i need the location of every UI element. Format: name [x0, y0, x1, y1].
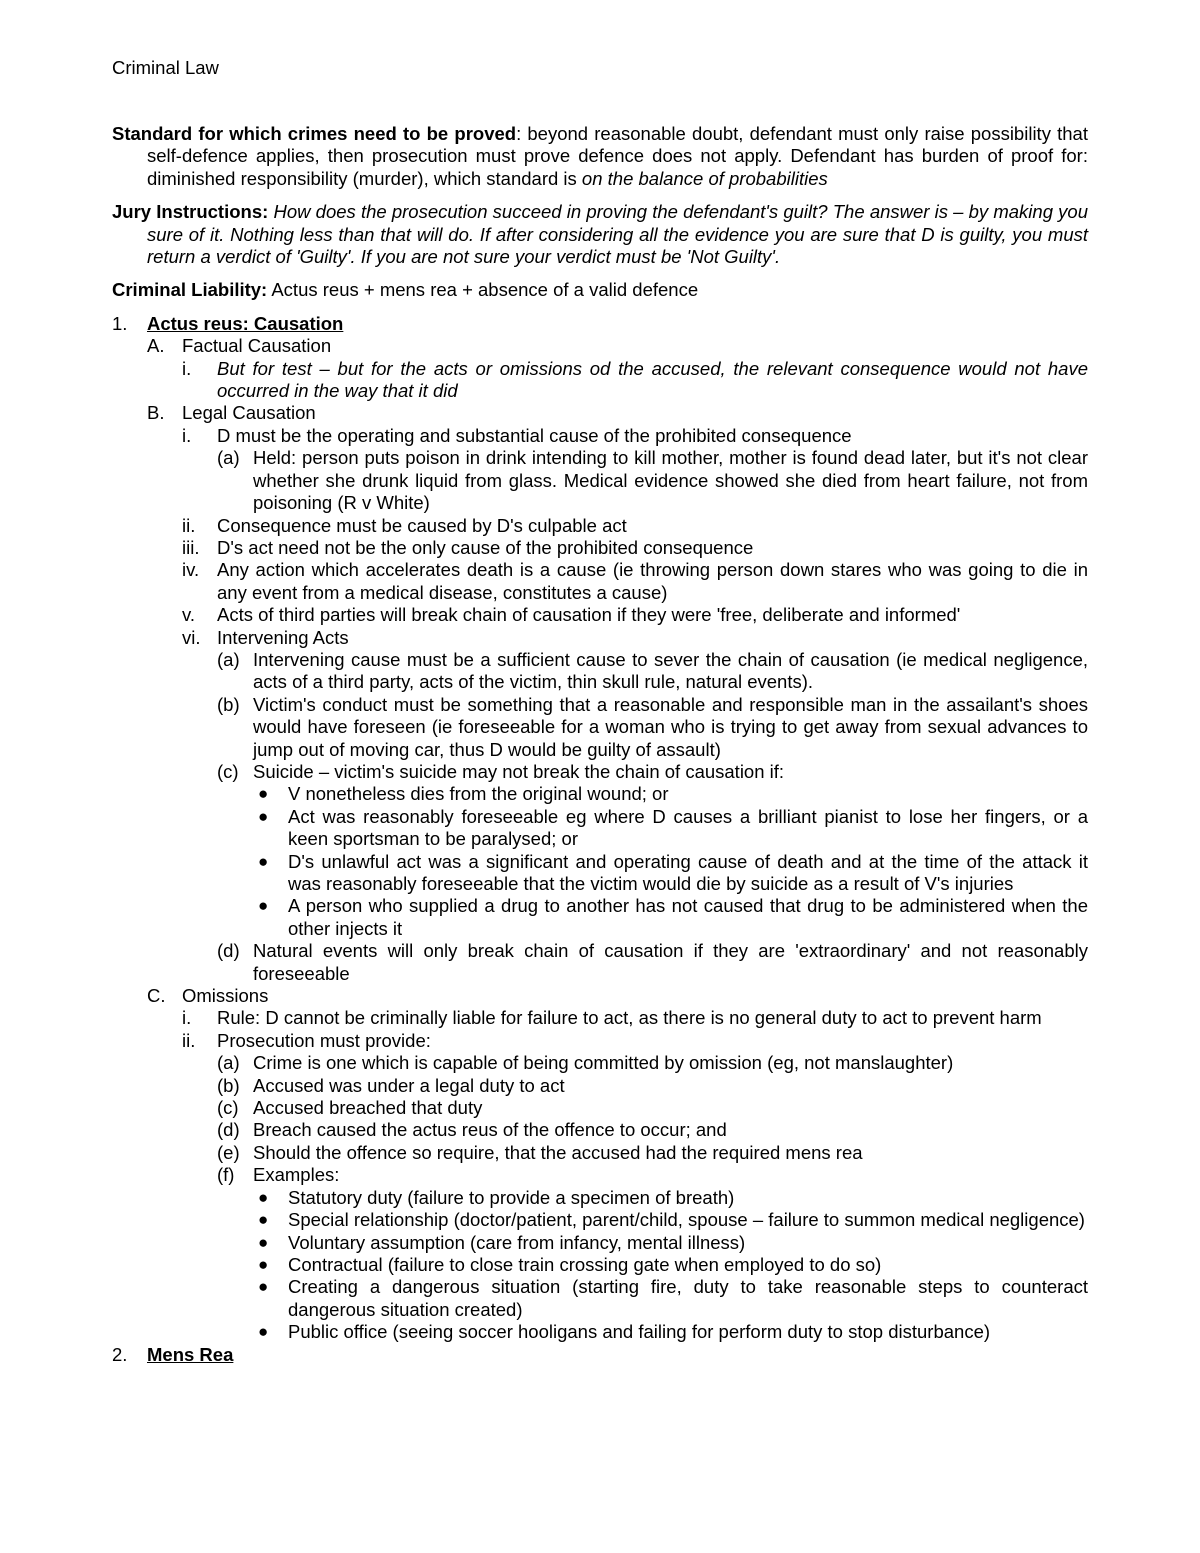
list-marker: (a)	[217, 1052, 240, 1074]
list-item	[112, 694, 1088, 761]
page-header: Criminal Law	[112, 57, 219, 78]
bullet-item-text: V nonetheless dies from the original wound; or	[288, 783, 669, 805]
bullet-item-text: Public office (seeing soccer hooligans and failing for perform duty to stop disturbance)	[288, 1321, 991, 1343]
bullet-item	[112, 1187, 1088, 1209]
list-marker: B.	[147, 402, 165, 424]
bullet-icon: ●	[258, 806, 269, 826]
list-item	[112, 1142, 1088, 1164]
bullet-icon: ●	[258, 896, 269, 916]
list-item-text: Accused was under a legal duty to act	[253, 1074, 565, 1096]
criminal-liability-label: Criminal Liability:	[112, 279, 268, 301]
list-marker: i.	[182, 1007, 192, 1029]
jury-instructions-text: How does the prosecution succeed in proving the defendant's guilt? The answer is – by making you sure of it. Nothing less than that will do. If after considering all the evidence you are sure that D is guilty, you must return a verdict of 'Guilty'. If you are not sure your verdict must be 'Not Guilty'.	[147, 201, 1089, 268]
section-title: Actus reus: Causation	[147, 312, 344, 334]
bullet-item-text: Statutory duty (failure to provide a specimen of breath)	[288, 1186, 735, 1208]
bullet-item-text: Voluntary assumption (care from infancy, mental illness)	[288, 1231, 746, 1253]
list-item-text: D's act need not be the only cause of the prohibited consequence	[217, 536, 754, 558]
list-item-text: Natural events will only break chain of causation if they are 'extraordinary' and not reasonably foreseeable	[253, 940, 1088, 984]
list-item	[112, 447, 1088, 514]
section-title: Mens Rea	[147, 1343, 234, 1365]
list-item-text: Victim's conduct must be something that a reasonable and responsible man in the assailant's shoes would have foreseen (ie foreseeable for a woman who is trying to get away from sexual advances to jump out of moving car, thus D would be guilty of assault)	[253, 693, 1088, 760]
bullet-item	[112, 806, 1088, 851]
bullet-item-text: Act was reasonably foreseeable eg where D causes a brilliant pianist to lose her fingers, or a keen sportsman to be paralysed; or	[288, 805, 1088, 850]
list-marker: 2.	[112, 1343, 128, 1365]
bullet-item	[112, 1276, 1088, 1321]
bullet-item-text: A person who supplied a drug to another has not caused that drug to be administered when the other injects it	[288, 895, 1088, 939]
list-item	[112, 559, 1088, 604]
list-item-text: Examples:	[253, 1164, 340, 1186]
list-item-text: But for test – but for the acts or omissions od the accused, the relevant consequence would not have occurred in the way that it did	[217, 357, 1088, 402]
bullet-icon: ●	[258, 1187, 269, 1207]
standard-of-proof-italic: on the balance of probabilities	[581, 167, 828, 189]
list-marker: C.	[147, 985, 166, 1007]
list-item-text: Omissions	[182, 985, 269, 1007]
list-marker: (d)	[217, 940, 240, 962]
standard-of-proof-label: Standard for which crimes need to be proved	[112, 123, 517, 144]
list-item	[112, 1052, 1088, 1074]
list-item	[112, 1119, 1088, 1141]
section-2-heading	[112, 1344, 1088, 1366]
list-item	[112, 985, 1088, 1007]
list-item-text: D must be the operating and substantial cause of the prohibited consequence	[217, 424, 852, 446]
bullet-item	[112, 1209, 1088, 1231]
list-item-text: Intervening cause must be a sufficient cause to sever the chain of causation (ie medical negligence, acts of a third party, acts of the victim, thin skull rule, natural events).	[253, 648, 1088, 693]
list-item-text: Accused breached that duty	[253, 1097, 483, 1119]
bullet-item	[112, 783, 1088, 805]
list-item-text: Crime is one which is capable of being committed by omission (eg, not manslaughter)	[253, 1052, 954, 1074]
list-item-text: Consequence must be caused by D's culpable act	[217, 514, 627, 536]
list-item	[112, 425, 1088, 447]
list-marker: v.	[182, 604, 196, 626]
list-marker: i.	[182, 424, 192, 446]
list-item	[112, 649, 1088, 694]
bullet-item	[112, 1232, 1088, 1254]
list-marker: 1.	[112, 312, 128, 334]
list-marker: (a)	[217, 447, 240, 469]
document-body	[112, 123, 1088, 1366]
bullet-item	[112, 895, 1088, 940]
list-item	[112, 358, 1088, 403]
list-item	[112, 335, 1088, 357]
list-marker: (c)	[217, 760, 239, 782]
jury-instructions-label: Jury Instructions:	[112, 201, 269, 223]
list-marker: (b)	[217, 1074, 240, 1096]
list-item	[112, 1030, 1088, 1052]
list-marker: iv.	[182, 559, 200, 581]
bullet-item-text: Special relationship (doctor/patient, parent/child, spouse – failure to summon medical negligence)	[288, 1209, 1085, 1231]
list-marker: ii.	[182, 514, 196, 536]
bullet-item	[112, 1321, 1088, 1343]
list-item	[112, 1075, 1088, 1097]
list-item-text: Intervening Acts	[217, 626, 349, 648]
bullet-icon: ●	[258, 1210, 269, 1230]
jury-instructions-paragraph	[112, 201, 1088, 268]
list-item	[112, 402, 1088, 424]
list-marker: i.	[182, 357, 192, 379]
list-item	[112, 1097, 1088, 1119]
list-item	[112, 940, 1088, 985]
bullet-icon: ●	[258, 1277, 269, 1297]
list-item-text: Held: person puts poison in drink intending to kill mother, mother is found dead later, but it's not clear whether she drunk liquid from glass. Medical evidence showed she died from heart failure, not from poisoning (R v White)	[253, 447, 1088, 514]
bullet-icon: ●	[258, 1254, 269, 1274]
bullet-item-text: Contractual (failure to close train crossing gate when employed to do so)	[288, 1253, 882, 1275]
list-item	[112, 1007, 1088, 1029]
list-marker: ii.	[182, 1029, 196, 1051]
list-item-text: Suicide – victim's suicide may not break the chain of causation if:	[253, 760, 785, 782]
standard-of-proof-text: : beyond reasonable doubt, defendant must only raise possibility that self-defence applies, then prosecution must prove defence does not apply. Defendant has burden of proof for: diminished responsibility (murder), which standard is	[147, 123, 1088, 189]
list-item-text: Breach caused the actus reus of the offence to occur; and	[253, 1119, 727, 1141]
list-marker: (a)	[217, 648, 240, 670]
list-item	[112, 537, 1088, 559]
list-item-text: Acts of third parties will break chain of causation if they were 'free, deliberate and informed'	[217, 604, 961, 626]
list-marker: (e)	[217, 1141, 240, 1163]
list-marker: (d)	[217, 1119, 240, 1141]
list-item-text: Factual Causation	[182, 335, 332, 357]
bullet-item	[112, 1254, 1088, 1276]
list-item-text: Rule: D cannot be criminally liable for failure to act, as there is no general duty to act to prevent harm	[217, 1007, 1042, 1029]
bullet-icon: ●	[258, 1322, 269, 1342]
list-item-text: Any action which accelerates death is a cause (ie throwing person down stares who was going to die in any event from a medical disease, constitutes a cause)	[217, 559, 1088, 603]
bullet-item-text: D's unlawful act was a significant and operating cause of death and at the time of the attack it was reasonably foreseeable that the victim would die by suicide as a result of V's injuries	[288, 850, 1088, 894]
list-item	[112, 1164, 1088, 1186]
list-item	[112, 515, 1088, 537]
standard-of-proof-paragraph	[112, 123, 1088, 190]
list-item-text: Legal Causation	[182, 402, 316, 424]
list-marker: iii.	[182, 536, 200, 558]
list-marker: vi.	[182, 626, 201, 648]
criminal-liability-paragraph	[112, 279, 1088, 301]
list-marker: A.	[147, 335, 165, 357]
bullet-icon: ●	[258, 851, 269, 871]
list-item-text: Prosecution must provide:	[217, 1029, 431, 1051]
list-item-text: Should the offence so require, that the accused had the required mens rea	[253, 1141, 863, 1163]
section-1-heading	[112, 313, 1088, 335]
list-item	[112, 627, 1088, 649]
list-marker: (f)	[217, 1164, 235, 1186]
list-item	[112, 604, 1088, 626]
list-item	[112, 761, 1088, 783]
bullet-item	[112, 851, 1088, 896]
list-marker: (b)	[217, 693, 240, 715]
bullet-icon: ●	[258, 1232, 269, 1252]
bullet-item-text: Creating a dangerous situation (starting fire, duty to take reasonable steps to counteract dangerous situation created)	[288, 1276, 1088, 1320]
criminal-liability-text: Actus reus + mens rea + absence of a valid defence	[267, 279, 699, 301]
list-marker: (c)	[217, 1097, 239, 1119]
bullet-icon: ●	[258, 784, 269, 804]
